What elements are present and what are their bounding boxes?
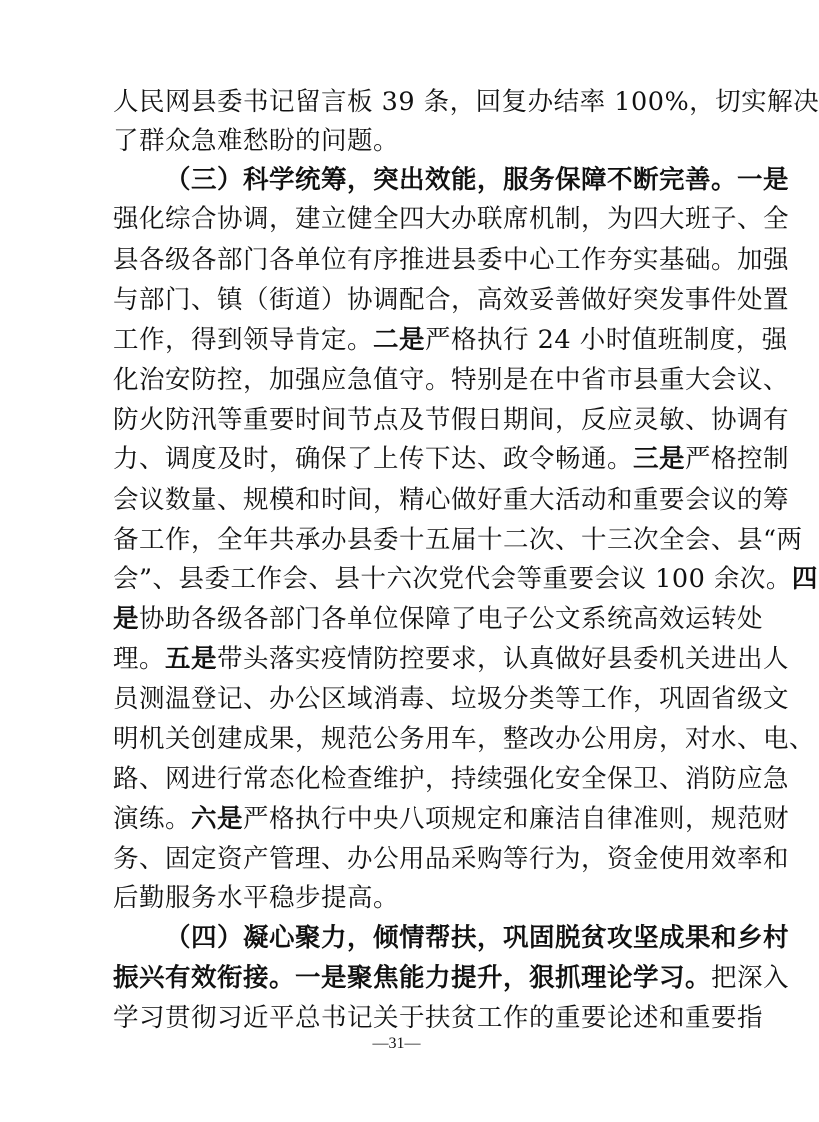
text-line: [113, 839, 790, 879]
bold-text-segment: 三是: [633, 444, 686, 474]
text-segment: 带头落实疫情防控要求，认真做好县委机关进出人: [217, 644, 790, 674]
text-segment: 学习贯彻习近平总书记关于扶贫工作的重要论述和重要指: [113, 1003, 764, 1033]
text-line: [113, 400, 790, 440]
text-segment: 力、调度及时，确保了上传下达、政令畅通。: [113, 444, 634, 474]
text-segment: 工作，得到领导肯定。: [113, 325, 374, 355]
text-segment: 后勤服务水平稳步提高。: [113, 883, 400, 913]
text-line: [113, 82, 819, 122]
page-number: —31—: [372, 1035, 421, 1052]
bold-text-segment: （三）科学统筹，突出效能，服务保障不断完善。一是: [165, 165, 790, 195]
text-segment: 严格执行中央八项规定和廉洁自律准则，规范财: [243, 804, 790, 834]
text-line: [113, 559, 818, 599]
text-line: [113, 639, 790, 679]
text-segment: 了群众急难愁盼的问题。: [113, 126, 400, 156]
text-line: [113, 759, 790, 799]
text-segment: 路、网进行常态化检查维护，持续强化安全保卫、消防应急: [113, 764, 790, 794]
text-segment: 强化综合协调，建立健全四大办联席机制，为四大班子、全: [113, 204, 790, 234]
text-line: [113, 958, 790, 998]
text-segment: 演练。: [113, 804, 192, 834]
bold-text-segment: 五是: [165, 644, 218, 674]
bold-text-segment: （四）凝心聚力，倾情帮扶，巩固脱贫攻坚成果和乡村: [165, 923, 790, 953]
bold-text-segment: 六是: [191, 804, 244, 834]
text-segment: 明机关创建成果，规范公务用车，整改办公用房，对水、电、: [113, 724, 816, 754]
bold-text-segment: 振兴有效衔接。一是聚焦能力提升，狠抓理论学习。: [113, 963, 712, 993]
text-line: [113, 998, 764, 1038]
text-segment: 备工作，全年共承办县委十五届十二次、十三次全会、县“两: [113, 525, 803, 555]
text-segment: 协助各级各部门各单位保障了电子公文系统高效运转处: [139, 604, 764, 634]
text-segment: 严格执行 24 小时值班制度，强: [425, 325, 788, 355]
text-segment: 会”、县委工作会、县十六次党代会等重要会议 100 余次。: [113, 564, 792, 594]
text-line: [113, 480, 790, 520]
text-line: [113, 878, 685, 918]
text-segment: 务、固定资产管理、办公用品采购等行为，资金使用效率和: [113, 844, 790, 874]
text-line: [113, 520, 803, 560]
text-line: [113, 679, 790, 719]
text-line: [165, 160, 790, 200]
text-line: [165, 918, 790, 958]
text-segment: 县各级各部门各单位有序推进县委中心工作夯实基础。加强: [113, 245, 790, 275]
text-line: [113, 320, 788, 360]
text-segment: 把深入: [711, 963, 790, 993]
text-line: [113, 799, 790, 839]
text-segment: 理。: [113, 644, 166, 674]
bold-text-segment: 是: [113, 604, 140, 634]
text-line: [113, 360, 790, 400]
text-line: [113, 199, 790, 239]
text-segment: 与部门、镇（街道）协调配合，高效妥善做好突发事件处置: [113, 285, 790, 315]
bold-text-segment: 二是: [373, 325, 426, 355]
text-segment: 严格控制: [685, 444, 790, 474]
text-line: [113, 719, 816, 759]
text-segment: 化治安防控，加强应急值守。特别是在中省市县重大会议、: [113, 365, 790, 395]
text-line: [113, 240, 790, 280]
text-segment: 会议数量、规模和时间，精心做好重大活动和重要会议的筹: [113, 485, 790, 515]
text-segment: 员测温登记、办公区域消毒、垃圾分类等工作，巩固省级文: [113, 684, 790, 714]
bold-text-segment: 四: [791, 564, 818, 594]
text-line: [113, 121, 685, 161]
text-segment: 人民网县委书记留言板 39 条，回复办结率 100%，切实解决: [113, 87, 819, 117]
text-line: [113, 599, 764, 639]
text-segment: 防火防汛等重要时间节点及节假日期间，反应灵敏、协调有: [113, 405, 790, 435]
text-line: [113, 439, 790, 479]
text-line: [113, 280, 790, 320]
